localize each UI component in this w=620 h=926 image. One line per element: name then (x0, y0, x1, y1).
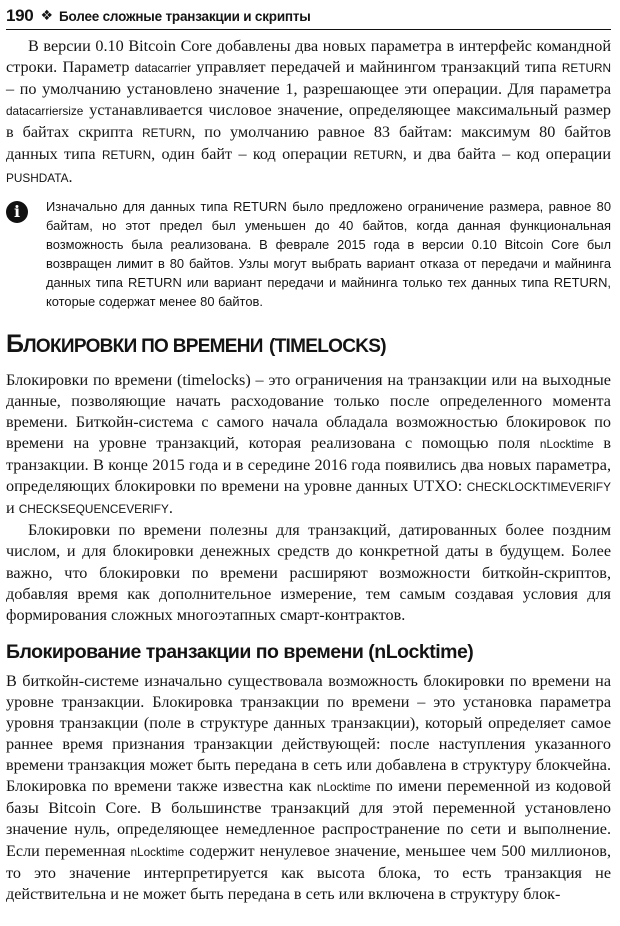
code-nlocktime: nLocktime (539, 436, 594, 451)
page-body (6, 36, 611, 905)
text-run: устанавливается числовое значение, определяющее максимальный размер в байтах скрипта (6, 101, 611, 142)
heading-initial: Б (6, 329, 24, 358)
heading-rest: ЛОКИРОВКИ ПО ВРЕМЕНИ (23, 335, 263, 357)
code-datacarriersize: datacarriersize (6, 104, 84, 119)
code-return: RETURN (353, 148, 403, 163)
code-return: RETURN (561, 61, 611, 76)
text-run: , по умолчанию равное 83 байтам: максимум 80 байтов данных типа (6, 123, 612, 164)
note-icon-column (6, 197, 46, 311)
text-run: . (68, 167, 73, 186)
diamond-separator-icon: ❖ (40, 8, 54, 24)
page-number: 190 (6, 6, 34, 25)
text-run: в транзакции. В конце 2015 года и в середине 2016 года появились два новых параметра, определяющих блокировки по времени на уровне данных UTXO: (6, 433, 611, 496)
code-nlocktime: nLocktime (130, 844, 185, 859)
running-header (6, 3, 611, 30)
code-return: RETURN (142, 126, 192, 141)
code-datacarrier: datacarrier (134, 61, 192, 76)
info-icon-glyph: i (13, 202, 21, 222)
section-heading-timelocks (6, 329, 611, 362)
text-run: , и два байта – код операции (402, 145, 611, 164)
text-run: , один байт – код операции (151, 145, 354, 164)
paragraph-timelocks-usefulness: Блокировки по времени полезны для транзакций, датированных более поздним числом, и для блокировки денежных средств до конкретной даты в будущем. Более важно, что блокировки по времени расширяют возможности биткойн-скриптов, добавляя время как дополнительное измерение, тем самым создавая условия для формирования сложных многоэтапных смарт-контрактов. (6, 521, 611, 624)
text-run: – по умолчанию установлено значение 1, разрешающее эти операции. Для параметра (6, 80, 611, 99)
text-run: Блокировки по времени (timelocks) – это ограничения на транзакции или на выходные данные, позволяющие начать расходование только после определенного момента времени. Биткойн-система с самого начала обладала возможностью блокировок по времени на уровне транзакций, которая реализована с помощью поля (6, 370, 611, 452)
code-checksequenceverify: CHECKSEQUENCEVERIFY (18, 502, 169, 517)
paragraph-datacarrier (6, 36, 611, 189)
code-nlocktime: nLocktime (316, 780, 371, 795)
text-run: В биткойн-системе изначально существовала возможность блокировки по времени на уровне транзакции. Блокировка транзакции по времени – это установка параметра уровня транзакции (поле в структуре данных транзакции), который определяет самое раннее время признания транзакции действующей: после наступления указанного времени транзакция может быть передана в сеть или добавлена в структуру блокчейна. Блокировка по времени также известна как (6, 671, 611, 796)
text-run: . (168, 499, 173, 518)
info-icon (6, 201, 28, 223)
code-pushdata: PUSHDATA (6, 170, 69, 185)
chapter-title: Более сложные транзакции и скрипты (59, 8, 311, 24)
info-note (6, 197, 611, 311)
text-run: по имени переменной из кодовой базы Bitcoin Core. В большинстве транзакций для этой переменной установлено значение нуль, определяющее немедленное распространение по сети и выполнение. Если переменная (6, 777, 612, 860)
paragraph-nlocktime (6, 671, 611, 905)
code-checklocktimeverify: CHECKLOCKTIMEVERIFY (466, 480, 611, 495)
text-run: управляет передачей и майнингом транзакций типа (191, 58, 562, 77)
text-run: В версии 0.10 Bitcoin Core добавлены два новых параметра в интерфейс командной строки. Параметр (6, 37, 611, 77)
text-run: содержит ненулевое значение, меньшее чем 500 миллионов, то это значение интерпретируется как высота блока, то есть транзакция не действительна и не может быть передана в сеть или включена в структуру блок- (6, 841, 611, 903)
code-return: RETURN (101, 148, 152, 163)
heading-paren: (TIMELOCKS) (269, 335, 386, 357)
note-text: Изначально для данных типа RETURN было предложено ограничение размера, равное 80 байтам, но этот предел был уменьшен до 40 байтов, когда данная функциональная возможность была реализована. В феврале 2015 года в версии 0.10 Bitcoin Core был возвращен лимит в 80 байтов. Узлы могут выбрать вариант отказа от передачи и майнинга данных типа RETURN или вариант передачи и майнинга только тех данных типа RETURN, которые содержат менее 80 байтов. (46, 198, 611, 309)
text-run: и (6, 499, 19, 518)
paragraph-timelocks-intro (6, 370, 611, 521)
subsection-heading-nlocktime: Блокирование транзакции по времени (nLocktime) (6, 640, 474, 663)
